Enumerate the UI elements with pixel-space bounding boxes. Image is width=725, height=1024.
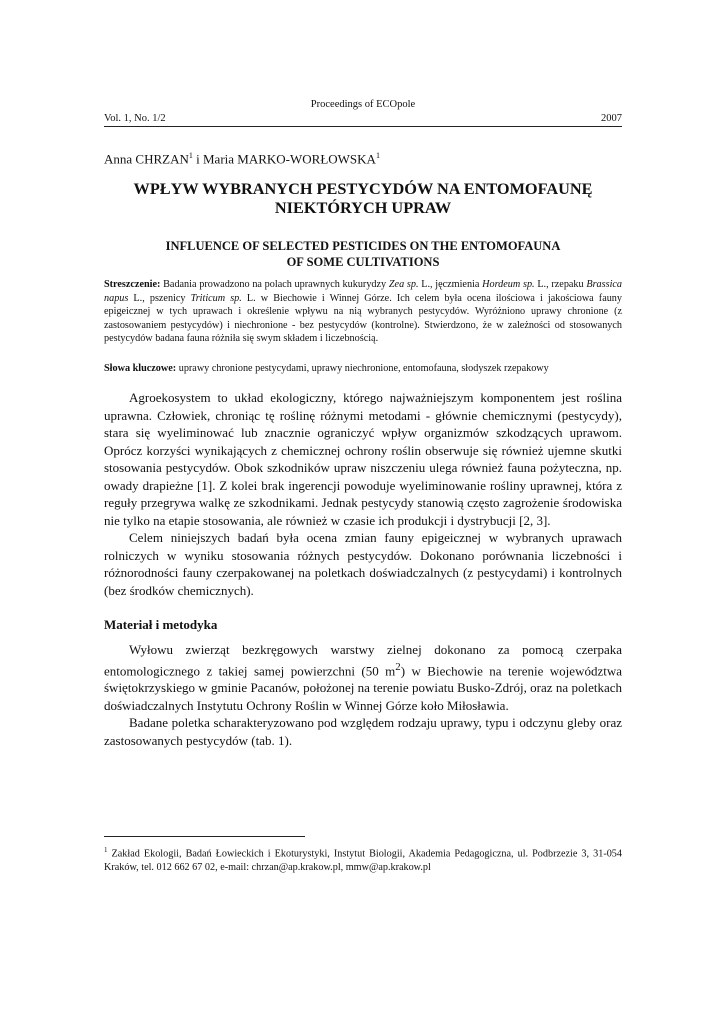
author-name: Maria MARKO-WORŁOWSKA bbox=[202, 151, 376, 167]
title-english bbox=[104, 238, 622, 270]
keywords-text: uprawy chronione pestycydami, uprawy niechronione, entomofauna, słodyszek rzepakowy bbox=[176, 363, 549, 374]
author-name: Anna CHRZAN bbox=[104, 151, 189, 167]
title-line: WPŁYW WYBRANYCH PESTYCYDÓW NA ENTOMOFAUNĘ bbox=[133, 179, 593, 198]
species-name: Hordeum sp. bbox=[482, 279, 535, 290]
footnote-separator bbox=[104, 836, 305, 837]
title-line: NIEKTÓRYCH UPRAW bbox=[274, 198, 452, 217]
methods-section bbox=[104, 641, 622, 749]
keywords bbox=[104, 362, 622, 376]
species-name: Triticum sp. bbox=[190, 292, 242, 304]
abstract-label: Streszczenie: bbox=[104, 279, 161, 290]
author-list bbox=[104, 151, 380, 167]
title-line: INFLUENCE OF SELECTED PESTICIDES ON THE ENTOMOFAUNA bbox=[165, 239, 561, 253]
paragraph bbox=[104, 641, 622, 714]
abstract bbox=[104, 278, 622, 346]
paragraph: Badane poletka scharakteryzowano pod względem rodzaju uprawy, typu i odczynu gleby oraz zastosowanych pestycydów (tab. 1). bbox=[104, 715, 622, 748]
introduction bbox=[104, 389, 622, 599]
footnote-text: Zakład Ekologii, Badań Łowieckich i Ekoturystyki, Instytut Biologii, Akademia Pedagogiczna, ul. Podbrzezie 3, 31-054 Kraków, tel. 012 662 67 02, e-mail: chrzan@ap.krakow.pl, mmw@ap.krakow.pl bbox=[104, 848, 622, 873]
abstract-text: L., rzepaku bbox=[534, 279, 587, 290]
title-polish bbox=[104, 179, 622, 217]
abstract-text: L., pszenicy bbox=[128, 292, 191, 304]
paragraph: Celem niniejszych badań była ocena zmian fauny epigeicznej w wybranych uprawach rolniczych w wyniku stosowania różnych pestycydów. Dokonano porównania liczebności i różnorodności fauny czerpakowanej na poletkach doświadczalnych (z pestycydami) i kontrolnych (bez środków chemicznych). bbox=[104, 530, 622, 598]
species-name: Zea sp. bbox=[388, 279, 419, 290]
section-heading: Materiał i metodyka bbox=[104, 617, 218, 632]
volume-line bbox=[104, 113, 622, 127]
abstract-text: Badania prowadzono na polach uprawnych kukurydzy bbox=[160, 279, 389, 290]
keywords-label: Słowa kluczowe: bbox=[104, 363, 177, 374]
paragraph: Agroekosystem to układ ekologiczny, którego najważniejszym komponentem jest roślina uprawna. Człowiek, chroniąc tę roślinę różnymi metodami - głównie chemicznymi (pestycydy), stara się wyeliminować lub znacznie ograniczyć wpływ organizmów szkodzących uprawom. Oprócz korzyści wynikających z chemicznej ochrony roślin obserwuje się również ujemne skutki stosowania pestycydów. Obok szkodników upraw niszczeniu ulega również fauna pożyteczna, np. owady drapieżne [1]. Z kolei brak ingerencji powoduje wyeliminowanie rośliny uprawnej, która z reguły przegrywa walkę ze szkodnikami. Jednak pestycydy stanowią często zagrożenie środowiska nie tylko na etapie stosowania, ale również w czasie ich produkcji i dystrybucji [2, 3]. bbox=[104, 390, 622, 528]
volume-number: Vol. 1, No. 1/2 bbox=[104, 113, 166, 124]
superscript: 2 bbox=[395, 660, 401, 673]
abstract-text: L. w Biechowie i Winnej Górze. Ich celem była ocena ilościowa i jakościowa fauny epigeicznej w tych uprawach i określenie wpływu na nią wybranych pestycydów. Wyróżniono uprawy chronione (z zastosowaniem pestycydów) i niechronione - bez pestycydów (kontrolne). Stwierdzono, że w zależności od stosowanych pestycydów badana fauna różniła się swym składem i liczebnością. bbox=[104, 292, 622, 345]
footnote-mark: 1 bbox=[104, 846, 108, 854]
publication-year: 2007 bbox=[601, 113, 622, 124]
paragraph-text: ) w Biechowie na terenie województwa świętokrzyskiego w gminie Pacanów, położonej na terenie powiatu Busko-Zdrój, oraz na poletkach doświadczalnych Instytutu Ochrony Roślin w Winnej Górze koło Miłosławia. bbox=[104, 662, 622, 713]
author-connector: i bbox=[192, 151, 203, 167]
affiliation-mark: 1 bbox=[188, 151, 193, 160]
title-line: OF SOME CULTIVATIONS bbox=[286, 255, 440, 269]
affiliation-mark: 1 bbox=[375, 151, 380, 160]
species-name: Brassica napus bbox=[104, 279, 623, 304]
paragraph-text: Wyłowu zwierząt bezkręgowych warstwy zielnej dokonano za pomocą czerpaka entomologicznego z takiej samej powierzchni (50 m bbox=[104, 642, 622, 678]
abstract-text: L., jęczmienia bbox=[418, 279, 483, 290]
journal-name: Proceedings of ECOpole bbox=[310, 99, 416, 110]
footnote bbox=[104, 844, 622, 875]
